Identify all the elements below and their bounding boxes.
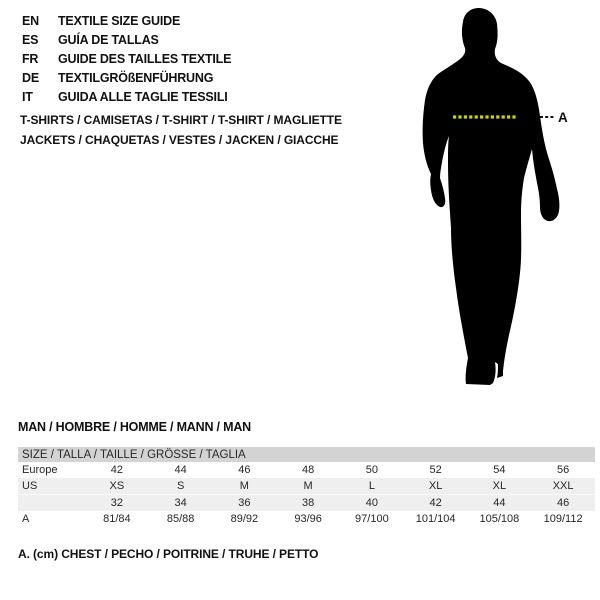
language-title: TEXTILE SIZE GUIDE xyxy=(58,14,181,28)
size-table xyxy=(18,447,595,527)
language-title: GUÍA DE TALLAS xyxy=(58,33,159,47)
table-row-us-numeric xyxy=(18,495,595,512)
language-row-es xyxy=(22,31,231,50)
row-label: A xyxy=(22,513,30,525)
language-code: ES xyxy=(22,33,39,47)
size-table-header-row xyxy=(18,447,595,462)
table-row-us xyxy=(18,478,595,495)
language-title-list xyxy=(22,12,231,107)
language-code: FR xyxy=(22,52,39,66)
language-title: TEXTILGRÖßENFÜHRUNG xyxy=(58,71,214,85)
cell: M xyxy=(213,478,277,495)
cell: L xyxy=(340,478,404,495)
cell: 42 xyxy=(110,464,123,476)
man-figure xyxy=(398,0,600,400)
language-title: GUIDE DES TAILLES TEXTILE xyxy=(58,52,232,66)
language-code: DE xyxy=(22,71,39,85)
language-code: EN xyxy=(22,14,39,28)
man-silhouette-shape xyxy=(423,8,560,385)
cell: 85/88 xyxy=(166,513,195,525)
cell: 52 xyxy=(429,464,442,476)
cell: 44 xyxy=(468,495,532,512)
language-code: IT xyxy=(22,90,33,104)
cell: 36 xyxy=(213,495,277,512)
cell: 38 xyxy=(276,495,340,512)
cell: XL xyxy=(404,478,468,495)
row-label: Europe xyxy=(22,464,58,476)
cell: XL xyxy=(468,478,532,495)
cell: XS xyxy=(85,478,149,495)
cell: 93/96 xyxy=(294,513,322,525)
category-jackets: JACKETS / CHAQUETAS / VESTES / JACKEN / GIACCHE xyxy=(20,133,339,147)
size-table-header: SIZE / TALLA / TAILLE / GRÖSSE / TAGLIA xyxy=(18,447,595,462)
language-title: GUIDA ALLE TAGLIE TESSILI xyxy=(58,90,228,104)
cell: S xyxy=(149,478,213,495)
table-row-europe xyxy=(18,462,595,478)
cell: 46 xyxy=(238,464,251,476)
language-row-it xyxy=(22,88,231,107)
cell: 54 xyxy=(493,464,506,476)
cell: 109/112 xyxy=(543,513,583,525)
cell: 81/84 xyxy=(103,513,131,525)
cell: 105/108 xyxy=(479,513,520,525)
cell: 46 xyxy=(531,495,595,512)
garment-categories xyxy=(20,110,342,150)
man-silhouette-icon xyxy=(398,0,600,400)
cell: M xyxy=(276,478,340,495)
row-label xyxy=(18,495,85,512)
section-title-man: MAN / HOMBRE / HOMME / MANN / MAN xyxy=(18,420,251,434)
cell: 44 xyxy=(174,464,187,476)
cell: 50 xyxy=(365,464,378,476)
row-label: US xyxy=(18,478,85,495)
measure-label-a: A xyxy=(558,110,568,125)
cell: 89/92 xyxy=(230,513,259,525)
cell: 40 xyxy=(340,495,404,512)
cell: 32 xyxy=(85,495,149,512)
cell: 34 xyxy=(149,495,213,512)
cell: 48 xyxy=(302,464,315,476)
measurement-footnote: A. (cm) CHEST / PECHO / POITRINE / TRUHE / PETTO xyxy=(18,547,319,561)
language-row-en xyxy=(22,12,231,31)
cell: 97/100 xyxy=(355,513,389,525)
category-tshirts: T-SHIRTS / CAMISETAS / T-SHIRT / T-SHIRT / MAGLIETTE xyxy=(20,113,342,127)
cell: XXL xyxy=(531,478,595,495)
language-row-fr xyxy=(22,50,231,69)
cell: 56 xyxy=(557,464,570,476)
cell: 42 xyxy=(404,495,468,512)
language-row-de xyxy=(22,69,231,88)
cell: 101/104 xyxy=(415,513,456,525)
table-row-chest-cm xyxy=(18,511,595,527)
